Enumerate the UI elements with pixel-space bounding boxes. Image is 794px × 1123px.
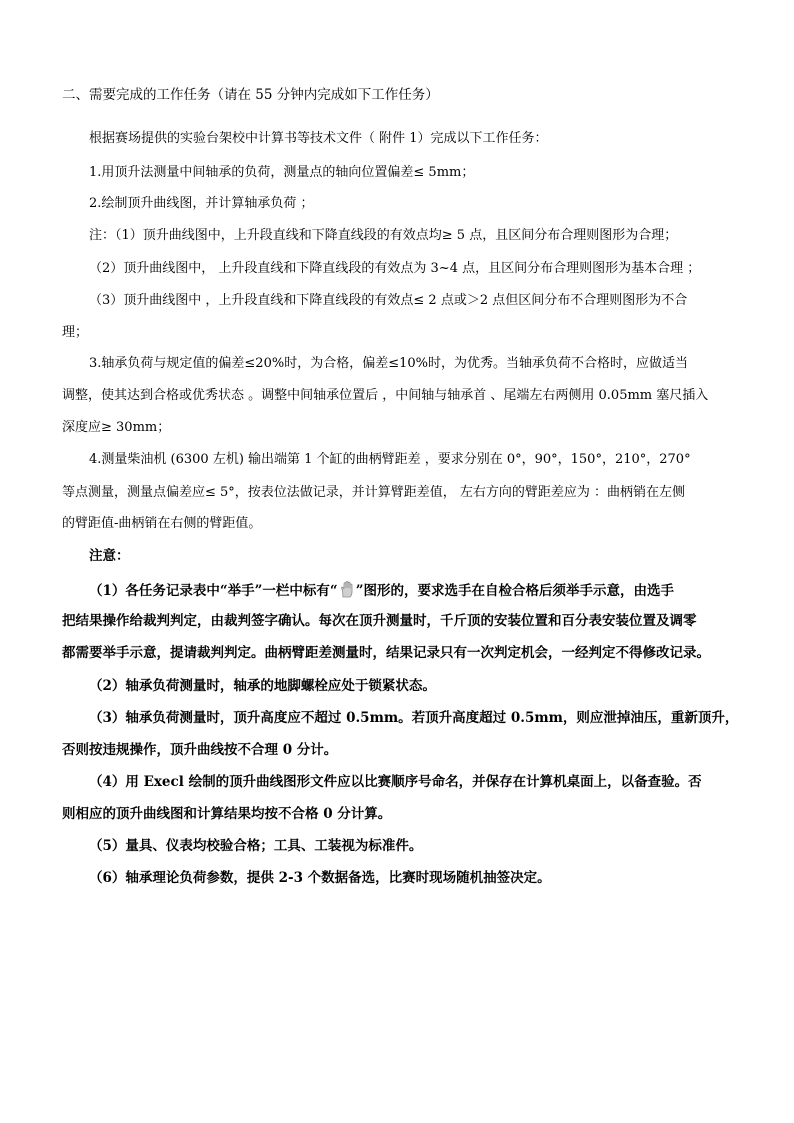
task-3-line-1: 3.轴承负荷与规定值的偏差≤20%时，为合格，偏差≤10%时，为优秀。当轴承负荷不合格时，应做适当 bbox=[89, 356, 688, 371]
task-4-line-3: 的臂距值-曲柄销在右侧的臂距值。 bbox=[62, 516, 262, 531]
notes-1-pre: （1）各任务记录表中“举手”一栏中标有“ bbox=[89, 583, 338, 599]
task-4-line-1: 4.测量柴油机 (6300 左机) 输出端第 1 个缸的曲柄臂距差 ，要求分别在 0°，90°，150°，210°，270° bbox=[89, 452, 691, 467]
notes-1-post: ”图形的，要求选手在自检合格后须举手示意，由选手 bbox=[355, 583, 674, 599]
notes-heading: 注意： bbox=[89, 548, 130, 564]
notes-4-line-2: 则相应的顶升曲线图和计算结果均按不合格 0 分计算。 bbox=[62, 806, 392, 822]
note-3-line-1: （3）顶升曲线图中 ，上升段直线和下降直线段的有效点≤ 2 点或＞2 点但区间分布不合理则图形为不合 bbox=[89, 293, 688, 308]
notes-3-line-2: 否则按违规操作，顶升曲线按不合理 0 分计。 bbox=[62, 742, 338, 758]
notes-5: （5）量具、仪表均校验合格；工具、工装视为标准件。 bbox=[89, 838, 423, 854]
task-3-line-2: 调整，使其达到合格或优秀状态 。调整中间轴承位置后 ，中间轴与轴承首 、尾端左右两侧用 0.05mm 塞尺插入 bbox=[62, 388, 709, 403]
note-2: （2）顶升曲线图中， 上升段直线和下降直线段的有效点为 3~4 点，且区间分布合理则图形为基本合理 ； bbox=[89, 261, 701, 276]
intro-text: 根据赛场提供的实验台架校中计算书等技术文件（ 附件 1）完成以下工作任务： bbox=[89, 131, 548, 146]
notes-2: （2）轴承负荷测量时，轴承的地脚螺栓应处于锁紧状态。 bbox=[89, 678, 436, 694]
section-title: 二、需要完成的工作任务（请在 55 分钟内完成如下工作任务） bbox=[62, 87, 439, 103]
task-2: 2.绘制顶升曲线图，并计算轴承负荷 ； bbox=[89, 196, 314, 211]
task-4-line-2: 等点测量，测量点偏差应≤ 5°，按表位法做记录，并计算臂距差值， 左右方向的臂距差应为 ：曲柄销在左侧 bbox=[62, 485, 686, 500]
notes-4-line-1: （4）用 Execl 绘制的顶升曲线图形文件应以比赛顺序号命名，并保存在计算机桌面上，以备查验。否 bbox=[89, 774, 702, 790]
notes-3-line-1: （3）轴承负荷测量时，顶升高度应不超过 0.5mm。若顶升高度超过 0.5mm，则应泄掉油压，重新顶升， bbox=[89, 710, 739, 726]
note-1: 注：（1）顶升曲线图中，上升段直线和下降直线段的有效点均≥ 5 点，且区间分布合理则图形为合理； bbox=[89, 228, 678, 243]
task-3-line-3: 深度应≥ 30mm； bbox=[62, 420, 171, 435]
note-3-line-2: 理； bbox=[62, 325, 89, 340]
task-1: 1.用顶升法测量中间轴承的负荷，测量点的轴向位置偏差≤ 5mm； bbox=[89, 165, 475, 180]
notes-1-line-3: 都需要举手示意，提请裁判判定。曲柄臂距差测量时，结果记录只有一次判定机会，一经判定不得修改记录。 bbox=[62, 645, 710, 661]
notes-1-line-1 bbox=[89, 581, 674, 599]
notes-1-line-2: 把结果操作给裁判判定，由裁判签字确认。每次在顶升测量时，千斤顶的安装位置和百分表安装位置及调零 bbox=[62, 613, 697, 629]
notes-6: （6）轴承理论负荷参数，提供 2-3 个数据备选，比赛时现场随机抽签决定。 bbox=[89, 870, 551, 886]
raised-hand-icon bbox=[339, 581, 355, 598]
